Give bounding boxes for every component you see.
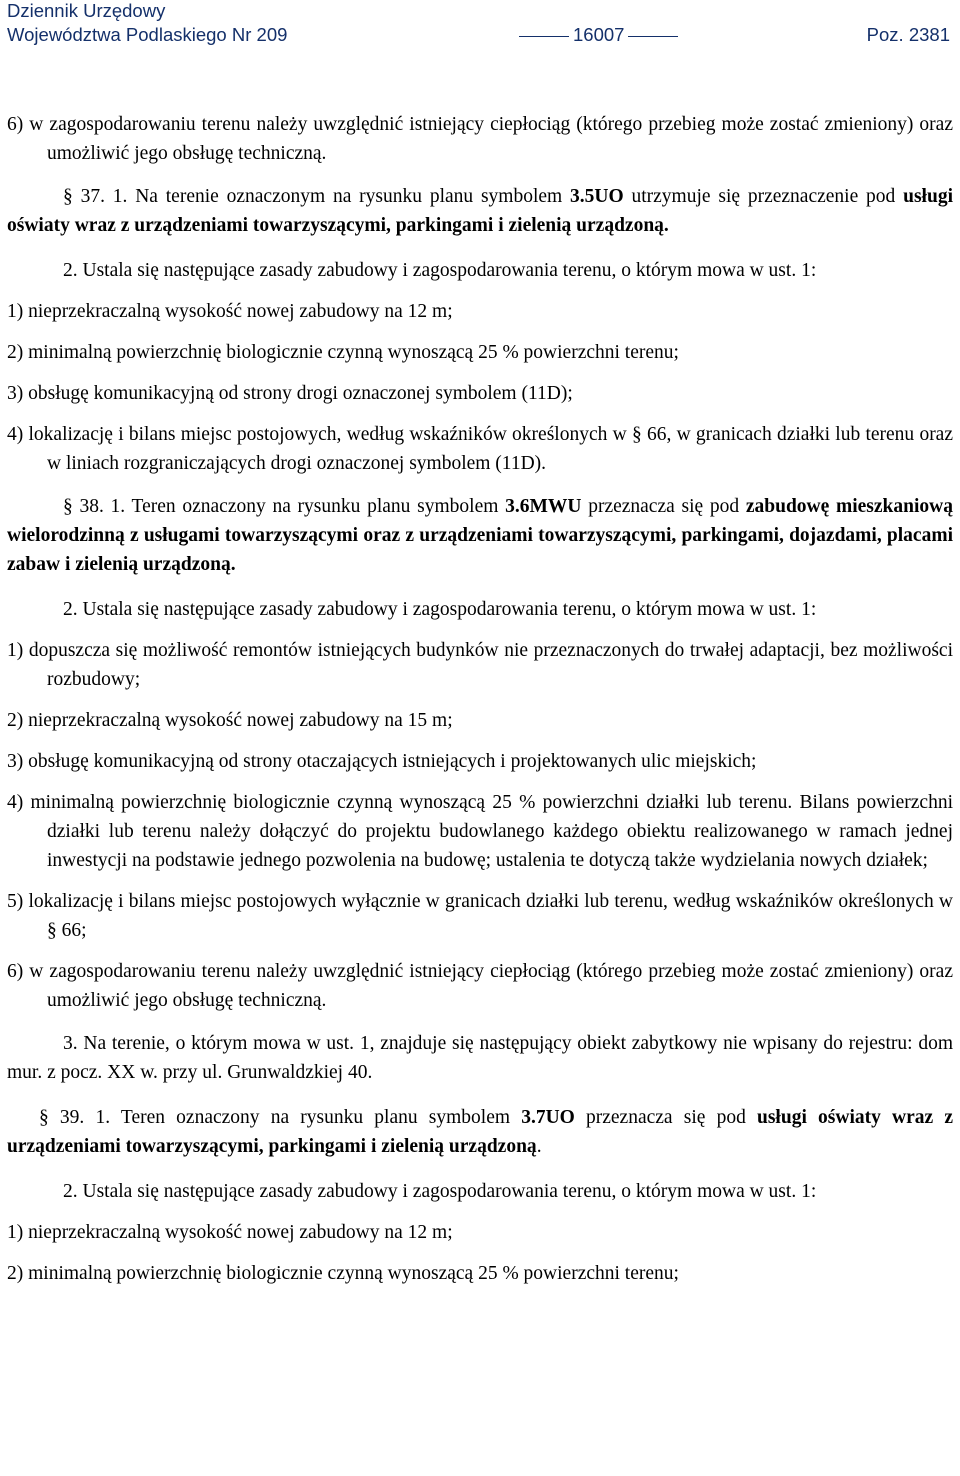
section-37-1 [7,182,953,240]
page-number-text: 16007 [573,24,625,45]
dash-left [519,36,569,37]
text-run: § 39. 1. Teren oznaczony na rysunku planu symbolem [39,1107,522,1128]
section-38-1 [7,492,953,579]
list-item: 1) nieprzekraczalną wysokość nowej zabudowy na 12 m; [7,1222,453,1243]
journal-title: Dziennik Urzędowy [7,0,166,21]
list-item: 3) obsługę komunikacyjną od strony otaczających istniejących i projektowanych ulic miejskich; [7,751,757,772]
text-run: utrzymuje się przeznaczenie pod [623,186,904,207]
page-number [515,24,682,46]
list-item: 1) nieprzekraczalną wysokość nowej zabudowy na 12 m; [7,301,453,322]
list-item: 2) minimalną powierzchnię biologicznie czynną wynoszącą 25 % powierzchni terenu; [7,342,679,363]
symbol: 3.7UO [521,1107,575,1128]
bold-text: usługi oświaty wraz z urządzeniami towarzyszącymi, parkingami i zielenią urządzoną [7,1107,953,1157]
symbol: 3.6MWU [505,496,582,517]
section-37-2: 2. Ustala się następujące zasady zabudowy i zagospodarowania terenu, o którym mowa w ust. 1: [63,260,817,281]
text-run: . [536,1136,542,1157]
section-38-3: 3. Na terenie, o którym mowa w ust. 1, znajduje się następujący obiekt zabytkowy nie wpisany do rejestru: dom mur. z pocz. XX w. przy ul. Grunwaldzkiej 40. [7,1033,953,1083]
section-39-2: 2. Ustala się następujące zasady zabudowy i zagospodarowania terenu, o którym mowa w ust. 1: [63,1181,817,1202]
section-38-2: 2. Ustala się następujące zasady zabudowy i zagospodarowania terenu, o którym mowa w ust. 1: [63,599,817,620]
text-run: przeznacza się pod [581,496,746,517]
list-item: 6) w zagospodarowaniu terenu należy uwzględnić istniejący ciepłociąg (którego przebieg może zostać zmieniony) oraz umożliwić jego obsługę techniczną. [7,961,953,1011]
list-item: 4) lokalizację i bilans miejsc postojowych, według wskaźników określonych w § 66, w granicach działki lub terenu oraz w liniach rozgraniczających drogi oznaczonej symbolem (11D). [7,424,953,474]
bold-text: zabudowę mieszkaniową wielorodzinną z usługami towarzyszącymi oraz z urządzeniami towarzyszącymi, parkingami, dojazdami, placami zabaw i zielenią urządzoną. [7,496,953,575]
section-39-1 [7,1103,953,1161]
list-item: 2) minimalną powierzchnię biologicznie czynną wynoszącą 25 % powierzchni terenu; [7,1263,679,1284]
list-item: 2) nieprzekraczalną wysokość nowej zabudowy na 15 m; [7,710,453,731]
bold-text: usługi oświaty wraz z urządzeniami towarzyszącymi, parkingami i zielenią urządzoną. [7,186,953,236]
journal-subtitle: Województwa Podlaskiego Nr 209 [7,24,288,45]
list-item: 1) dopuszcza się możliwość remontów istniejących budynków nie przeznaczonych do trwałej adaptacji, bez możliwości rozbudowy; [7,640,953,690]
text-run: § 37. 1. Na terenie oznaczonym na rysunku planu symbolem [63,186,571,207]
position-number: Poz. 2381 [866,24,950,45]
symbol: 3.5UO [570,186,624,207]
document-body [7,110,953,1288]
list-item: 3) obsługę komunikacyjną od strony drogi oznaczonej symbolem (11D); [7,383,573,404]
list-item: 4) minimalną powierzchnię biologicznie czynną wynoszącą 25 % powierzchni działki lub terenu. Bilans powierzchni działki lub terenu należy dołączyć do projektu budowlanego każdego obiektu realizowanego w ramach jednej inwestycji na podstawie jednego pozwolenia na budowę; ustalenia te dotyczą także wydzielania nowych działek; [7,792,953,871]
page-header [0,0,960,50]
paragraph-item: 6) w zagospodarowaniu terenu należy uwzględnić istniejący ciepłociąg (którego przebieg może zostać zmieniony) oraz umożliwić jego obsługę techniczną. [7,114,953,164]
dash-right [628,36,678,37]
list-item: 5) lokalizację i bilans miejsc postojowych wyłącznie w granicach działki lub terenu, według wskaźników określonych w § 66; [7,891,953,941]
text-run: przeznacza się pod [574,1107,757,1128]
text-run: § 38. 1. Teren oznaczony na rysunku planu symbolem [63,496,506,517]
